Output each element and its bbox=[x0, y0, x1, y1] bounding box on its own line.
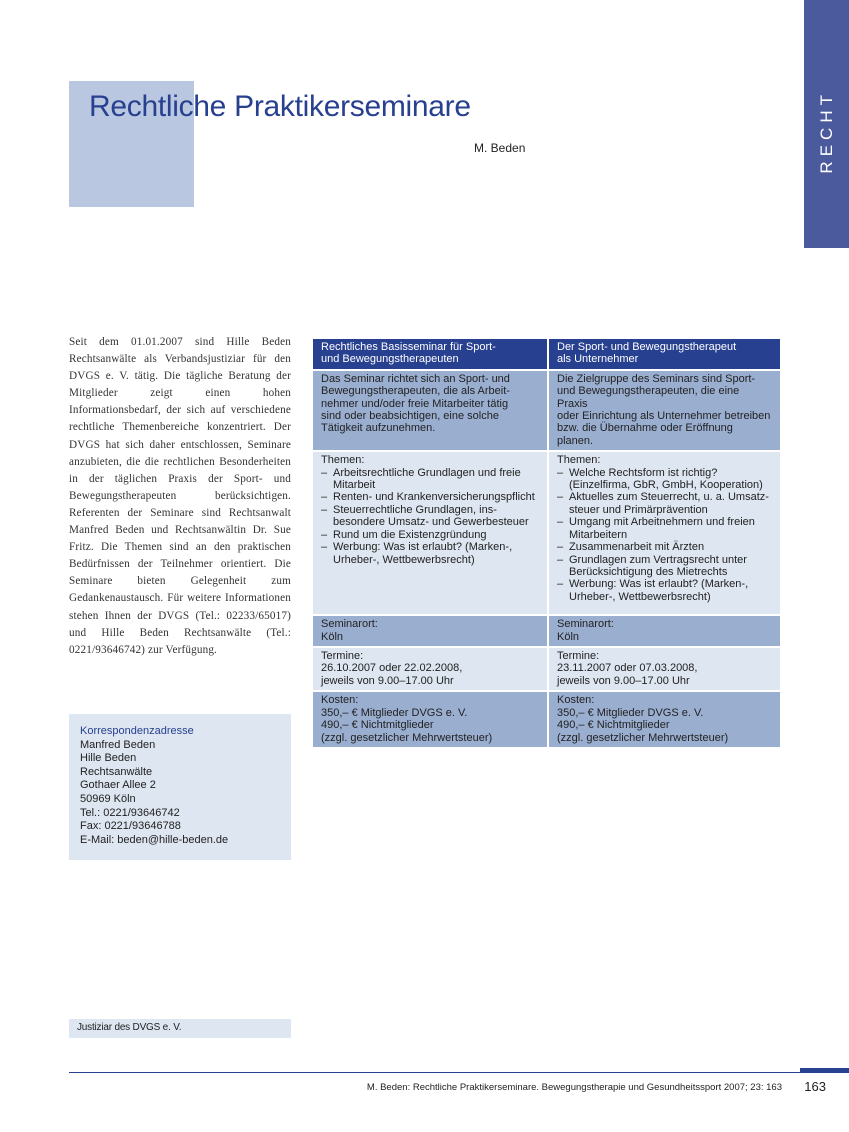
topic-line: – Werbung: Was ist erlaubt? (Marken-, bbox=[569, 578, 749, 591]
description-line: Die Zielgruppe des Seminars sind Sport- bbox=[557, 372, 756, 385]
list-item bbox=[557, 491, 772, 516]
contact-line: Tel.: 0221/93646742 bbox=[80, 806, 180, 819]
location-value: Köln bbox=[557, 630, 580, 643]
dates-line: jeweils von 9.00–17.00 Uhr bbox=[321, 674, 454, 687]
topic-line: steuer und Primärprävention bbox=[569, 503, 708, 516]
dates-label: Termine: bbox=[557, 650, 600, 663]
footer-rule bbox=[69, 1072, 800, 1073]
footer-accent-bar bbox=[800, 1068, 849, 1073]
topics-label: Themen: bbox=[557, 454, 601, 467]
page-number: 163 bbox=[804, 1079, 826, 1094]
topic-list bbox=[557, 467, 772, 603]
header-basic-seminar bbox=[313, 339, 547, 371]
topics-cell bbox=[313, 452, 547, 616]
list-item bbox=[321, 491, 539, 503]
costs-cell bbox=[313, 692, 547, 749]
topic-line: – Umgang mit Arbeitnehmern und freien bbox=[569, 516, 755, 529]
description-cell bbox=[547, 371, 780, 452]
contact-heading: Korrespondenzadresse bbox=[80, 725, 194, 737]
contact-email: E-Mail: beden@hille-beden.de bbox=[80, 833, 229, 846]
description-line: oder Einrichtung als Unternehmer betreiben bbox=[557, 410, 771, 423]
topic-line: – Werbung: Was ist erlaubt? (Marken-, bbox=[333, 541, 513, 554]
topic-line: – Aktuelles zum Steuerrecht, u. a. Umsatz- bbox=[569, 491, 769, 504]
section-tab bbox=[804, 0, 849, 248]
dates-line: jeweils von 9.00–17.00 Uhr bbox=[557, 674, 690, 687]
contact-line: Manfred Beden bbox=[80, 738, 156, 751]
header-entrepreneur-seminar bbox=[547, 339, 780, 371]
costs-line: 490,– € Nichtmitglieder bbox=[557, 719, 670, 732]
list-item bbox=[321, 504, 539, 529]
costs-line: (zzgl. gesetzlicher Mehrwertsteuer) bbox=[557, 731, 729, 744]
list-item bbox=[557, 467, 772, 492]
description-row bbox=[313, 371, 780, 452]
contact-line: Rechtsanwälte bbox=[80, 765, 153, 778]
topic-line: – Arbeitsrechtliche Grundlagen und freie bbox=[333, 466, 521, 479]
contact-line: Gothaer Allee 2 bbox=[80, 779, 156, 792]
topic-line: (Einzelfirma, GbR, GmbH, Kooperation) bbox=[569, 479, 763, 492]
costs-line: 490,– € Nichtmitglieder bbox=[321, 719, 434, 732]
contact-box bbox=[69, 714, 291, 860]
topic-line: Berücksichtigung des Mietrechts bbox=[569, 565, 728, 578]
author-name: M. Beden bbox=[474, 141, 526, 155]
costs-line: 350,– € Mitglieder DVGS e. V. bbox=[321, 706, 468, 719]
topic-line: besondere Umsatz- und Gewerbesteuer bbox=[333, 516, 529, 529]
topic-line: Mitarbeit bbox=[333, 479, 376, 492]
costs-label: Kosten: bbox=[557, 694, 595, 707]
costs-label: Kosten: bbox=[321, 694, 359, 707]
contact-line: Fax: 0221/93646788 bbox=[80, 820, 181, 833]
topic-line: Urheber-, Wettbewerbsrecht) bbox=[333, 553, 475, 566]
list-item bbox=[557, 578, 772, 603]
header-line: und Bewegungstherapeuten bbox=[321, 353, 459, 366]
location-label: Seminarort: bbox=[321, 618, 378, 631]
header-line: Rechtliches Basisseminar für Sport- bbox=[321, 341, 496, 353]
page-title: Rechtliche Praktikerseminare bbox=[89, 90, 471, 123]
list-item bbox=[557, 541, 772, 553]
topic-line: – Zusammenarbeit mit Ärzten bbox=[569, 541, 705, 554]
topic-line: – Grundlagen zum Vertragsrecht unter bbox=[569, 553, 747, 566]
list-item bbox=[321, 529, 539, 541]
citation: M. Beden: Rechtliche Praktikerseminare. Bewegungstherapie und Gesundheitssport 2007; 23: 163 bbox=[366, 1082, 782, 1093]
topic-line: Urheber-, Wettbewerbsrecht) bbox=[569, 590, 711, 603]
topic-line: – Steuerrechtliche Grundlagen, ins- bbox=[333, 503, 497, 516]
list-item bbox=[321, 467, 539, 492]
location-cell bbox=[547, 616, 780, 648]
topic-line: – Welche Rechtsform ist richtig? bbox=[569, 466, 718, 479]
topics-cell bbox=[547, 452, 780, 616]
topic-line: – Rund um die Existenzgründung bbox=[333, 528, 487, 541]
topic-line: – Renten- und Krankenversicherungspflicht bbox=[333, 491, 535, 504]
contact-line: Hille Beden bbox=[80, 752, 137, 765]
description-line: Das Seminar richtet sich an Sport- und bbox=[321, 372, 510, 385]
dates-row bbox=[313, 648, 780, 692]
location-label: Seminarort: bbox=[557, 618, 614, 631]
location-value: Köln bbox=[321, 630, 344, 643]
costs-cell bbox=[547, 692, 780, 749]
seminar-table bbox=[313, 339, 780, 749]
description-line: nehmer und/oder freie Mitarbeiter tätig bbox=[321, 397, 509, 410]
description-line: sind oder beabsichtigen, eine solche bbox=[321, 410, 499, 423]
list-item bbox=[557, 516, 772, 541]
author-note: Justiziar des DVGS e. V. bbox=[69, 1019, 291, 1038]
dates-label: Termine: bbox=[321, 650, 364, 663]
costs-row bbox=[313, 692, 780, 749]
costs-line: 350,– € Mitglieder DVGS e. V. bbox=[557, 706, 704, 719]
description-line: Bewegungstherapeuten, die als Arbeit- bbox=[321, 385, 510, 398]
intro-paragraph: Seit dem 01.01.2007 sind Hille Beden Rechtsanwälte als Verbandsjustiziar für den DVGS e. V. tätig. Die tägliche Beratung der Mitglieder zeigt einen hohen Informationsbedarf, der sich auf verschiedene rechtliche Themenbereiche konzentriert. Der DVGS hat sich daher entschlossen, Seminare anzubieten, die die rechtlichen Besonderheiten in der täglichen Praxis der Sport- und Bewegungstherapeuten berücksichtigen. Referenten der Seminare sind Rechtsanwalt Manfred Beden und Rechtsanwältin Dr. Sue Fritz. Die Themen sind an den praktischen Bedürfnissen der Teilnehmer orientiert. Die Seminare bieten Gelegenheit zum Gedankenaustausch. Für weitere Informationen stehen Ihnen der DVGS (Tel.: 02233/65017) und Hille Beden Rechtsanwälte (Tel.: 0221/93646742) zur Verfügung. bbox=[69, 336, 291, 656]
dates-cell bbox=[313, 648, 547, 692]
description-cell bbox=[313, 371, 547, 452]
topic-line: Mitarbeitern bbox=[569, 528, 628, 541]
location-cell bbox=[313, 616, 547, 648]
list-item bbox=[321, 541, 539, 566]
dates-line: 26.10.2007 oder 22.02.2008, bbox=[321, 662, 463, 675]
topics-label: Themen: bbox=[321, 454, 365, 467]
costs-line: (zzgl. gesetzlicher Mehrwertsteuer) bbox=[321, 731, 493, 744]
section-tab-label: RECHT bbox=[816, 90, 836, 174]
location-row bbox=[313, 616, 780, 648]
description-line: Tätigkeit aufzunehmen. bbox=[321, 422, 436, 435]
header-line: Der Sport- und Bewegungstherapeut bbox=[557, 341, 737, 353]
description-line: bzw. die Übernahme oder Eröffnung planen. bbox=[557, 422, 733, 447]
topic-list bbox=[321, 467, 539, 566]
dates-line: 23.11.2007 oder 07.03.2008, bbox=[557, 662, 698, 675]
dates-cell bbox=[547, 648, 780, 692]
topics-row bbox=[313, 452, 780, 616]
contact-line: 50969 Köln bbox=[80, 792, 136, 805]
header-line: als Unternehmer bbox=[557, 353, 639, 366]
description-line: und Bewegungstherapeuten, die eine Praxis bbox=[557, 385, 740, 410]
table-header-row bbox=[313, 339, 780, 371]
list-item bbox=[557, 554, 772, 579]
